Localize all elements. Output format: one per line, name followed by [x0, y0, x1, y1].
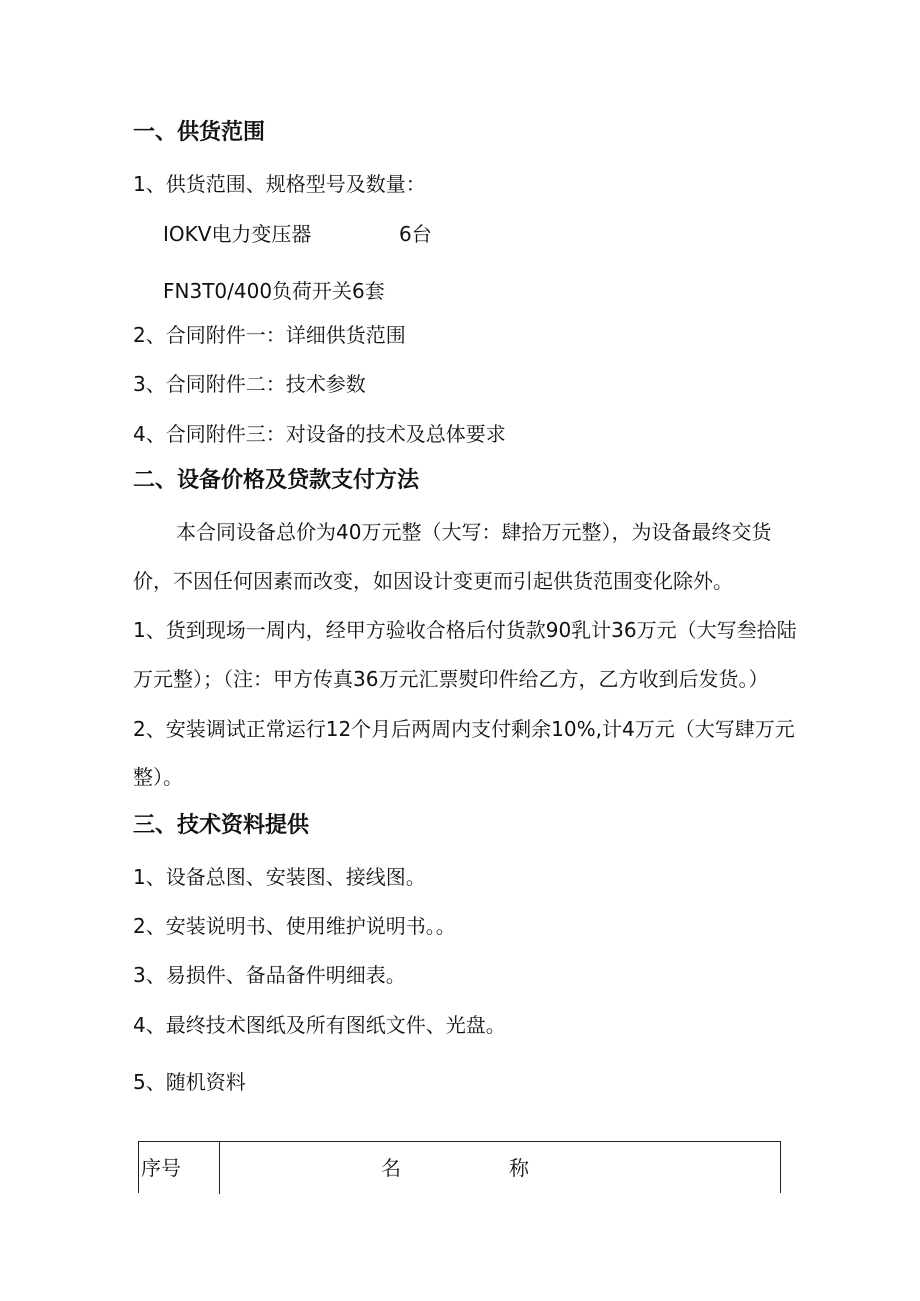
table-column-divider — [219, 1142, 220, 1194]
section-3-item-5: 5、随机资料 — [133, 1070, 246, 1094]
section-1-item-3: 3、合同附件二：技术参数 — [133, 372, 366, 396]
table-header-name-char-1: 名 — [381, 1156, 401, 1180]
table-header-name-char-2: 称 — [509, 1156, 529, 1180]
product-1-name: IOKV电力变压器 — [163, 222, 312, 246]
section-3-item-3: 3、易损件、备品备件明细表。 — [133, 963, 406, 987]
section-1-item-2: 2、合同附件一：详细供货范围 — [133, 323, 406, 347]
payment-2-line-2: 整）。 — [133, 765, 183, 789]
section-1-heading: 一、供货范围 — [133, 120, 266, 145]
materials-table — [138, 1141, 781, 1193]
table-header-index: 序号 — [141, 1156, 181, 1180]
section-3-item-4: 4、最终技术图纸及所有图纸文件、光盘。 — [133, 1013, 506, 1037]
price-paragraph-line-2: 价，不因任何因素而改变，如因设计变更而引起供货范围变化除外。 — [133, 569, 733, 593]
section-1-item-4: 4、合同附件三：对设备的技术及总体要求 — [133, 422, 506, 446]
product-2: FN3T0/400负荷开关6套 — [163, 279, 385, 303]
section-2-heading: 二、设备价格及贷款支付方法 — [133, 468, 420, 493]
payment-1-line-1: 1、货到现场一周内，经甲方验收合格后付货款90乳计36万元（大写叁拾陆 — [133, 618, 797, 642]
section-3-item-1: 1、设备总图、安装图、接线图。 — [133, 865, 426, 889]
payment-2-line-1: 2、安装调试正常运行12个月后两周内支付剩余10%,计4万元（大写肆万元 — [133, 717, 795, 741]
section-3-heading: 三、技术资料提供 — [133, 813, 310, 838]
section-1-item-1: 1、供货范围、规格型号及数量： — [133, 172, 426, 196]
product-1-quantity: 6台 — [399, 222, 432, 246]
price-paragraph-line-1: 本合同设备总价为40万元整（大写：肆拾万元整），为设备最终交货 — [176, 520, 772, 544]
section-3-item-2: 2、安装说明书、使用维护说明书。。 — [133, 914, 456, 938]
payment-1-line-2: 万元整）；（注：甲方传真36万元汇票熨印件给乙方，乙方收到后发货。） — [133, 667, 769, 691]
